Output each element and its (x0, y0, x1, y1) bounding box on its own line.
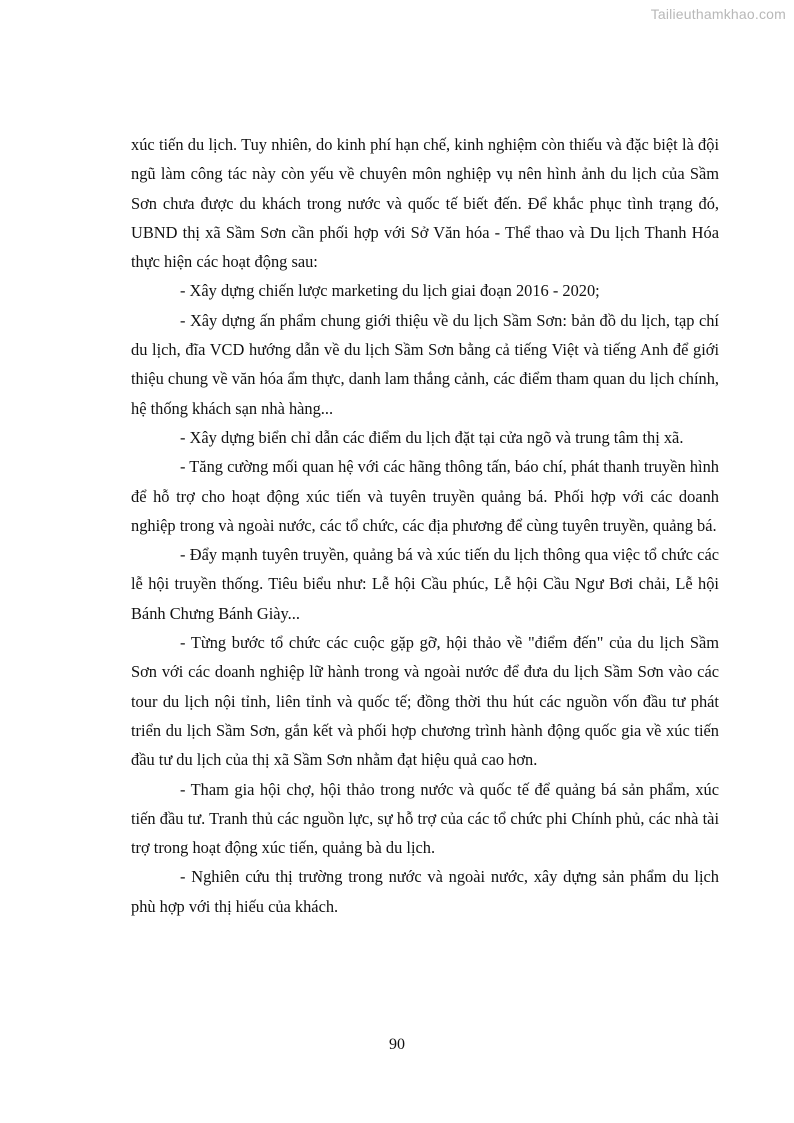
list-item-market-research: - Nghiên cứu thị trường trong nước và ngoài nước, xây dựng sản phẩm du lịch phù hợp với thị hiếu của khách. (131, 867, 719, 916)
list-item-marketing-strategy: - Xây dựng chiến lược marketing du lịch giai đoạn 2016 - 2020; (180, 281, 600, 301)
watermark-text: Tailieuthamkhao.com (650, 6, 786, 22)
list-item-media-relations: - Tăng cường mối quan hệ với các hãng thông tấn, báo chí, phát thanh truyền hình để hỗ trợ cho hoạt động xúc tiến và tuyên truyền quảng bá. Phối hợp với các doanh nghiệp trong và ngoài nước, các tổ chức, các địa phương để cùng tuyên truyền, quảng bá. (131, 457, 719, 535)
list-item-trade-fairs: - Tham gia hội chợ, hội thảo trong nước và quốc tế để quảng bá sản phẩm, xúc tiến đầu tư. Tranh thủ các nguồn lực, sự hỗ trợ của các tổ chức phi Chính phủ, các nhà tài trợ trong hoạt động xúc tiến, quảng bà du lịch. (131, 779, 719, 858)
list-item-publications: - Xây dựng ấn phẩm chung giới thiệu về du lịch Sầm Sơn: bản đồ du lịch, tạp chí du lịch, đĩa VCD hướng dẫn về du lịch Sầm Sơn bằng cả tiếng Việt và tiếng Anh để giới thiệu chung về văn hóa ẩm thực, danh lam thắng cảnh, các điểm tham quan du lịch chính, hệ thống khách sạn nhà hàng... (131, 310, 719, 418)
paragraph-intro: xúc tiến du lịch. Tuy nhiên, do kinh phí hạn chế, kinh nghiệm còn thiếu và đặc biệt là đội ngũ làm công tác này còn yếu về chuyên môn nghiệp vụ nên hình ảnh du lịch của Sầm Sơn chưa được du khách trong nước và quốc tế biết đến. Để khắc phục tình trạng đó, UBND thị xã Sầm Sơn cần phối hợp với Sở Văn hóa - Thể thao và Du lịch Thanh Hóa thực hiện các hoạt động sau: (131, 135, 719, 272)
list-item-festivals: - Đẩy mạnh tuyên truyền, quảng bá và xúc tiến du lịch thông qua việc tổ chức các lễ hội truyền thống. Tiêu biểu như: Lễ hội Cầu phúc, Lễ hội Cầu Ngư Bơi chải, Lễ hội Bánh Chưng Bánh Giày... (131, 545, 719, 623)
page-number: 90 (389, 1036, 405, 1053)
list-item-destination-meetings: - Từng bước tổ chức các cuộc gặp gỡ, hội thảo về "điểm đến" của du lịch Sầm Sơn với các doanh nghiệp lữ hành trong và ngoài nước để đưa du lịch Sầm Sơn vào các tour du lịch nội tỉnh, liên tỉnh và quốc tế; đồng thời thu hút các nguồn vốn đầu tư phát triển du lịch Sầm Sơn, gắn kết và phối hợp chương trình hành động quốc gia về xúc tiến đầu tư du lịch của thị xã Sầm Sơn nhằm đạt hiệu quả cao hơn. (131, 633, 719, 770)
document-body (131, 130, 719, 921)
list-item-signage: - Xây dựng biển chỉ dẫn các điểm du lịch đặt tại cửa ngõ và trung tâm thị xã. (180, 427, 684, 447)
